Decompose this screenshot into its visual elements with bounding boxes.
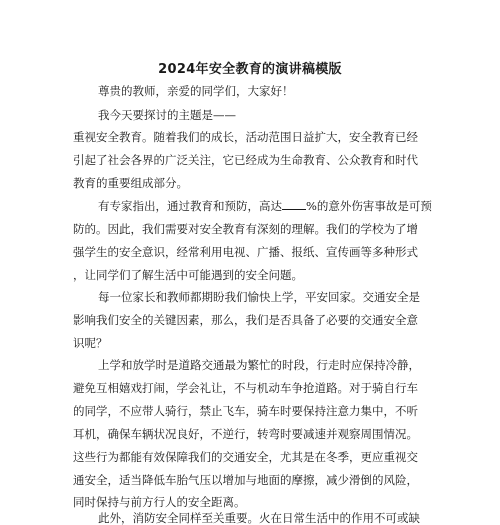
paragraph-line: 避免互相嬉戏打闹，学会礼让，不与机动车争抢道路。对于骑自行车 xyxy=(73,381,418,395)
paragraph-line: 影响我们安全的关键因素，那么，我们是否具备了必要的交通安全意 xyxy=(73,313,418,327)
greeting-line: 尊贵的教师，亲爱的同学们，大家好！ xyxy=(98,84,294,98)
paragraph-line: 防的。因此，我们需要对安全教育有深刻的理解。我们的学校为了增 xyxy=(73,222,418,236)
paragraph-line: 每一位家长和教师都期盼我们愉快上学，平安回家。交通安全是 xyxy=(98,290,420,304)
paragraph-line: 通安全，适当降低车胎气压以增加与地面的摩擦，减少滑倒的风险， xyxy=(73,473,418,487)
paragraph-line: 的同学，不应带人骑行，禁止飞车，骑车时要保持注意力集中，不听 xyxy=(73,404,418,418)
document-title: 2024年安全教育的演讲稿模版 xyxy=(158,62,342,77)
paragraph-line xyxy=(98,199,432,213)
paragraph-line: 引起了社会各界的广泛关注，它已经成为生命教育、公众教育和时代 xyxy=(73,153,418,167)
statistic-text-before: 有专家指出，通过教育和预防，高达 xyxy=(98,199,282,213)
paragraph-line: 这些行为都能有效保障我们的交通安全，尤其是在冬季，更应重视交 xyxy=(73,450,418,464)
statistic-text-after: %的意外伤害事故是可预 xyxy=(306,199,432,213)
paragraph-line: ，让同学们了解生活中可能遇到的安全问题。 xyxy=(73,268,303,282)
paragraph-line: 识呢？ xyxy=(73,336,108,350)
paragraph-line: 强学生的安全意识，经常利用电视、广播、报纸、宣传画等多种形式 xyxy=(73,245,418,259)
paragraph-line: 此外，消防安全同样至关重要。火在日常生活中的作用不可或缺 xyxy=(98,511,420,525)
paragraph-line: 教育的重要组成部分。 xyxy=(73,176,188,190)
fill-in-blank xyxy=(282,199,306,210)
paragraph-line: 上学和放学时是道路交通最为繁忙的时段，行走时应保持冷静， xyxy=(98,358,420,372)
paragraph-line: 重视安全教育。随着我们的成长，活动范围日益扩大，安全教育已经 xyxy=(73,130,418,144)
paragraph-line: 同时保持与前方行人的安全距离。 xyxy=(73,495,246,509)
paragraph-line: 耳机，确保车辆状况良好，不逆行，转弯时要减速并观察周围情况。 xyxy=(73,427,418,441)
topic-intro-line: 我今天要探讨的主题是—— xyxy=(98,108,236,122)
